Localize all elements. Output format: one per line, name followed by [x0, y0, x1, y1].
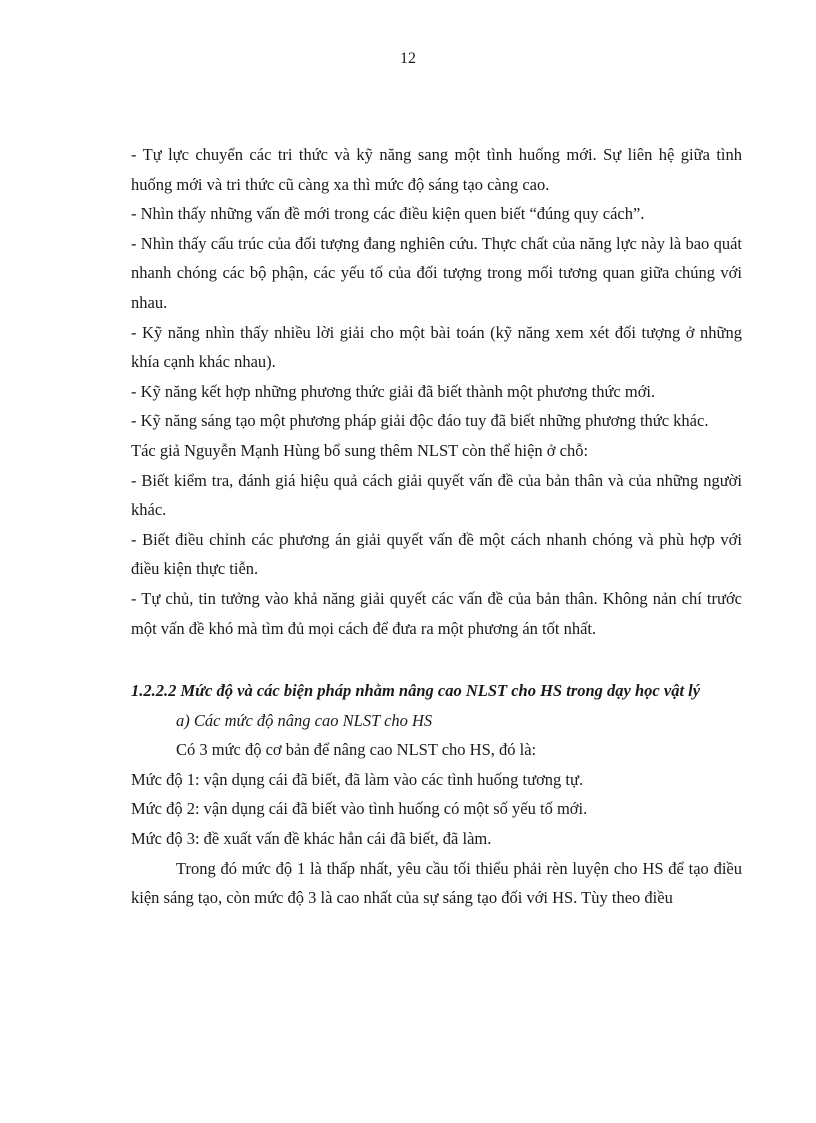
- list-item: - Kỹ năng kết hợp những phương thức giải đã biết thành một phương thức mới.: [131, 381, 656, 401]
- section-heading: 1.2.2.2 Mức độ và các biện pháp nhằm nâng cao NLST cho HS trong dạy học vật lý: [131, 681, 701, 701]
- intro-line: Tác giả Nguyễn Mạnh Hùng bổ sung thêm NLST còn thể hiện ở chỗ:: [131, 440, 589, 460]
- section-intro: Có 3 mức độ cơ bản để nâng cao NLST cho HS, đó là:: [176, 740, 537, 760]
- section-subheading: a) Các mức độ nâng cao NLST cho HS: [176, 710, 433, 730]
- list-item: - Kỹ năng nhìn thấy nhiều lời giải cho một bài toán (kỹ năng xem xét đối tượng ở những khía cạnh khác nhau).: [131, 322, 742, 372]
- document-body: [131, 140, 742, 913]
- level-item: Mức độ 1: vận dụng cái đã biết, đã làm vào các tình huống tương tự.: [131, 769, 584, 789]
- page-number: 12: [400, 50, 416, 67]
- level-item: Mức độ 3: đề xuất vấn đề khác hẳn cái đã biết, đã làm.: [131, 829, 492, 849]
- closing-paragraph: Trong đó mức độ 1 là thấp nhất, yêu cầu tối thiểu phải rèn luyện cho HS để tạo điều kiện sáng tạo, còn mức độ 3 là cao nhất của sự sáng tạo đối với HS. Tùy theo điều: [131, 858, 742, 908]
- list-item: - Kỹ năng sáng tạo một phương pháp giải độc đáo tuy đã biết những phương thức khác.: [131, 411, 709, 431]
- level-item: Mức độ 2: vận dụng cái đã biết vào tình huống có một số yếu tố mới.: [131, 799, 588, 819]
- list-item: - Tự chủ, tin tưởng vào khả năng giải quyết các vấn đề của bản thân. Không nản chí trước một vấn đề khó mà tìm đủ mọi cách để đưa ra một phương án tốt nhất.: [131, 588, 742, 638]
- list-item: - Nhìn thấy cấu trúc của đối tượng đang nghiên cứu. Thực chất của năng lực này là bao quát nhanh chóng các bộ phận, các yếu tố của đối tượng trong mối tương quan giữa chúng với nhau.: [131, 233, 742, 312]
- section-1-2-2-2: [131, 676, 742, 913]
- list-item: - Biết kiểm tra, đánh giá hiệu quả cách giải quyết vấn đề của bản thân và của những người khác.: [131, 470, 742, 520]
- list-item: - Biết điều chỉnh các phương án giải quyết vấn đề một cách nhanh chóng và phù hợp với điều kiện thực tiễn.: [131, 529, 742, 579]
- list-item: - Nhìn thấy những vấn đề mới trong các điều kiện quen biết “đúng quy cách”.: [131, 204, 645, 224]
- list-item: - Tự lực chuyển các tri thức và kỹ năng sang một tình huống mới. Sự liên hệ giữa tình huống mới và tri thức cũ càng xa thì mức độ sáng tạo càng cao.: [131, 145, 742, 194]
